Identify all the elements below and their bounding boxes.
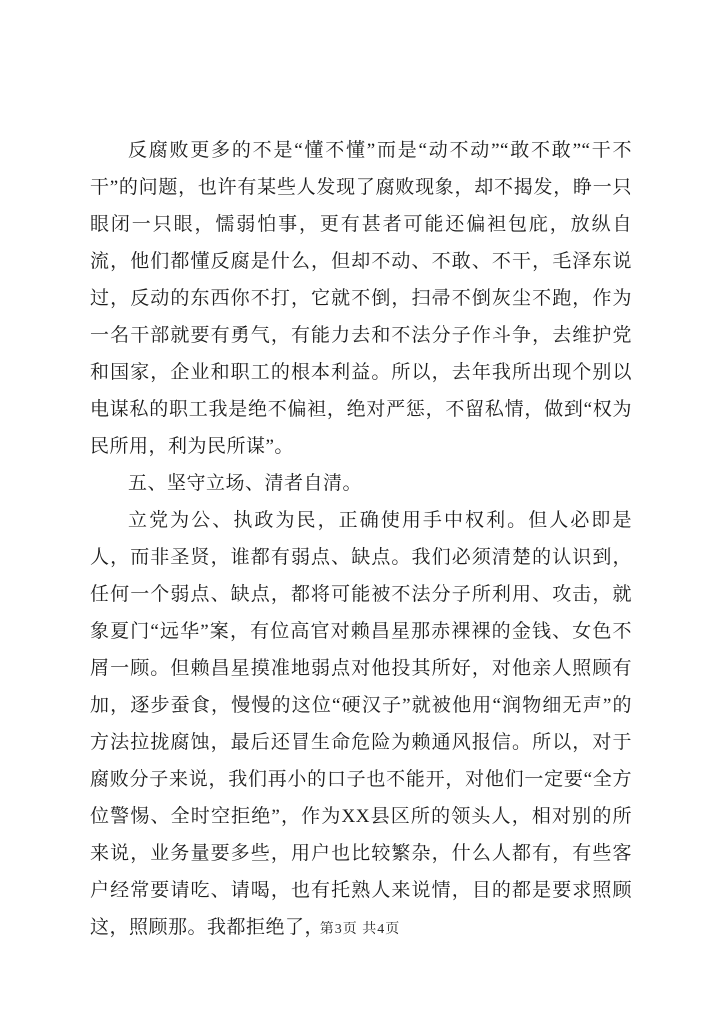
paragraph: 立党为公、执政为民，正确使用手中权利。但人必即是人，而非圣贤，谁都有弱点、缺点。我们必须清楚的认识到，任何一个弱点、缺点，都将可能被不法分子所利用、攻击，就象夏门“远华”案，有位高官对赖昌星那赤裸裸的金钱、女色不屑一顾。但赖昌星摸准地弱点对他投其所好，对他亲人照顾有加，逐步蚕食，慢慢的这位“硬汉子”就被他用“润物细无声”的方法拉拢腐蚀，最后还冒生命危险为赖通风报信。所以，对于腐败分子来说，我们再小的口子也不能开，对他们一定要“全方位警惕、全时空拒绝”，作为XX县区所的领头人，相对别的所来说，业务量要多些，用户也比较繁杂，什么人都有，有些客户经常要请吃、请喝，也有托熟人来说情，目的都是要求照顾这，照顾那。我都拒绝了， [90, 510, 632, 938]
section-heading: 五、坚守立场、清者自清。 [128, 473, 363, 494]
document-body [90, 132, 632, 946]
page-number-label: 第3页 共4页 [319, 922, 401, 937]
page-footer [0, 918, 720, 938]
paragraph: 反腐败更多的不是“懂不懂”而是“动不动”“敢不敢”“干不干”的问题，也许有某些人发现了腐败现象，却不揭发，睁一只眼闭一只眼，懦弱怕事，更有甚者可能还偏袒包庇，放纵自流，他们都懂反腐是什么，但却不动、不敢、不干，毛泽东说过，反动的东西你不打，它就不倒，扫帚不倒灰尘不跑，作为一名干部就要有勇气，有能力去和不法分子作斗争，去维护党和国家，企业和职工的根本利益。所以，去年我所出现个别以电谋私的职工我是绝不偏袒，绝对严惩，不留私情，做到“权为民所用，利为民所谋”。 [90, 140, 632, 457]
